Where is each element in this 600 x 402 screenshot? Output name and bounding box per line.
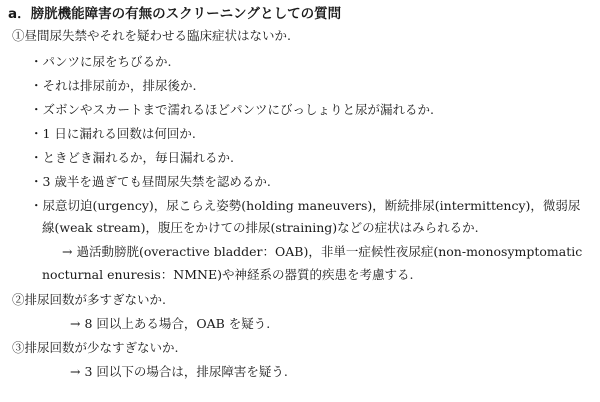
arrow-oab: → 8 回以上ある場合，OAB を疑う. — [70, 316, 271, 331]
bullet-daily-count: ・1 日に漏れる回数は何回か. — [30, 126, 196, 141]
bullet-symptoms-cont: 線(weak stream)，腹圧をかけての排尿(straining)などの症状はみられるか. — [42, 220, 479, 235]
bullet-symptoms: ・尿意切迫(urgency)，尿こらえ姿勢(holding maneuvers)，断続排尿(intermittency)，微弱尿 — [30, 198, 581, 213]
arrow-voiding: → 3 回以下の場合は，排尿障害を疑う. — [70, 364, 288, 379]
question-3: ③排尿回数が少なすぎないか. — [12, 340, 179, 355]
bullet-soaked: ・ズボンやスカートまで濡れるほどパンツにびっしょりと尿が漏れるか. — [30, 102, 434, 117]
bullet-before-after: ・それは排尿前か，排尿後か. — [30, 78, 197, 93]
arrow-oab-nmne-cont: nocturnal enuresis：NMNE)や神経系の器質的疾患を考慮する. — [42, 267, 414, 282]
arrow-oab-nmne: → 過活動膀胱(overactive bladder：OAB)，非単一症候性夜尿症(non-monosymptomatic — [62, 244, 583, 259]
question-1: ①昼間尿失禁やそれを疑わせる臨床症状はないか. — [12, 28, 291, 43]
bullet-frequency: ・ときどき漏れるか，毎日漏れるか. — [30, 150, 234, 165]
bullet-chibiru: ・パンツに尿をちびるか. — [30, 54, 172, 69]
question-2: ②排尿回数が多すぎないか. — [12, 292, 166, 307]
bullet-age: ・3 歳半を過ぎても昼間尿失禁を認めるか. — [30, 174, 271, 189]
section-heading: a．膀胱機能障害の有無のスクリーニングとしての質問 — [8, 6, 342, 22]
